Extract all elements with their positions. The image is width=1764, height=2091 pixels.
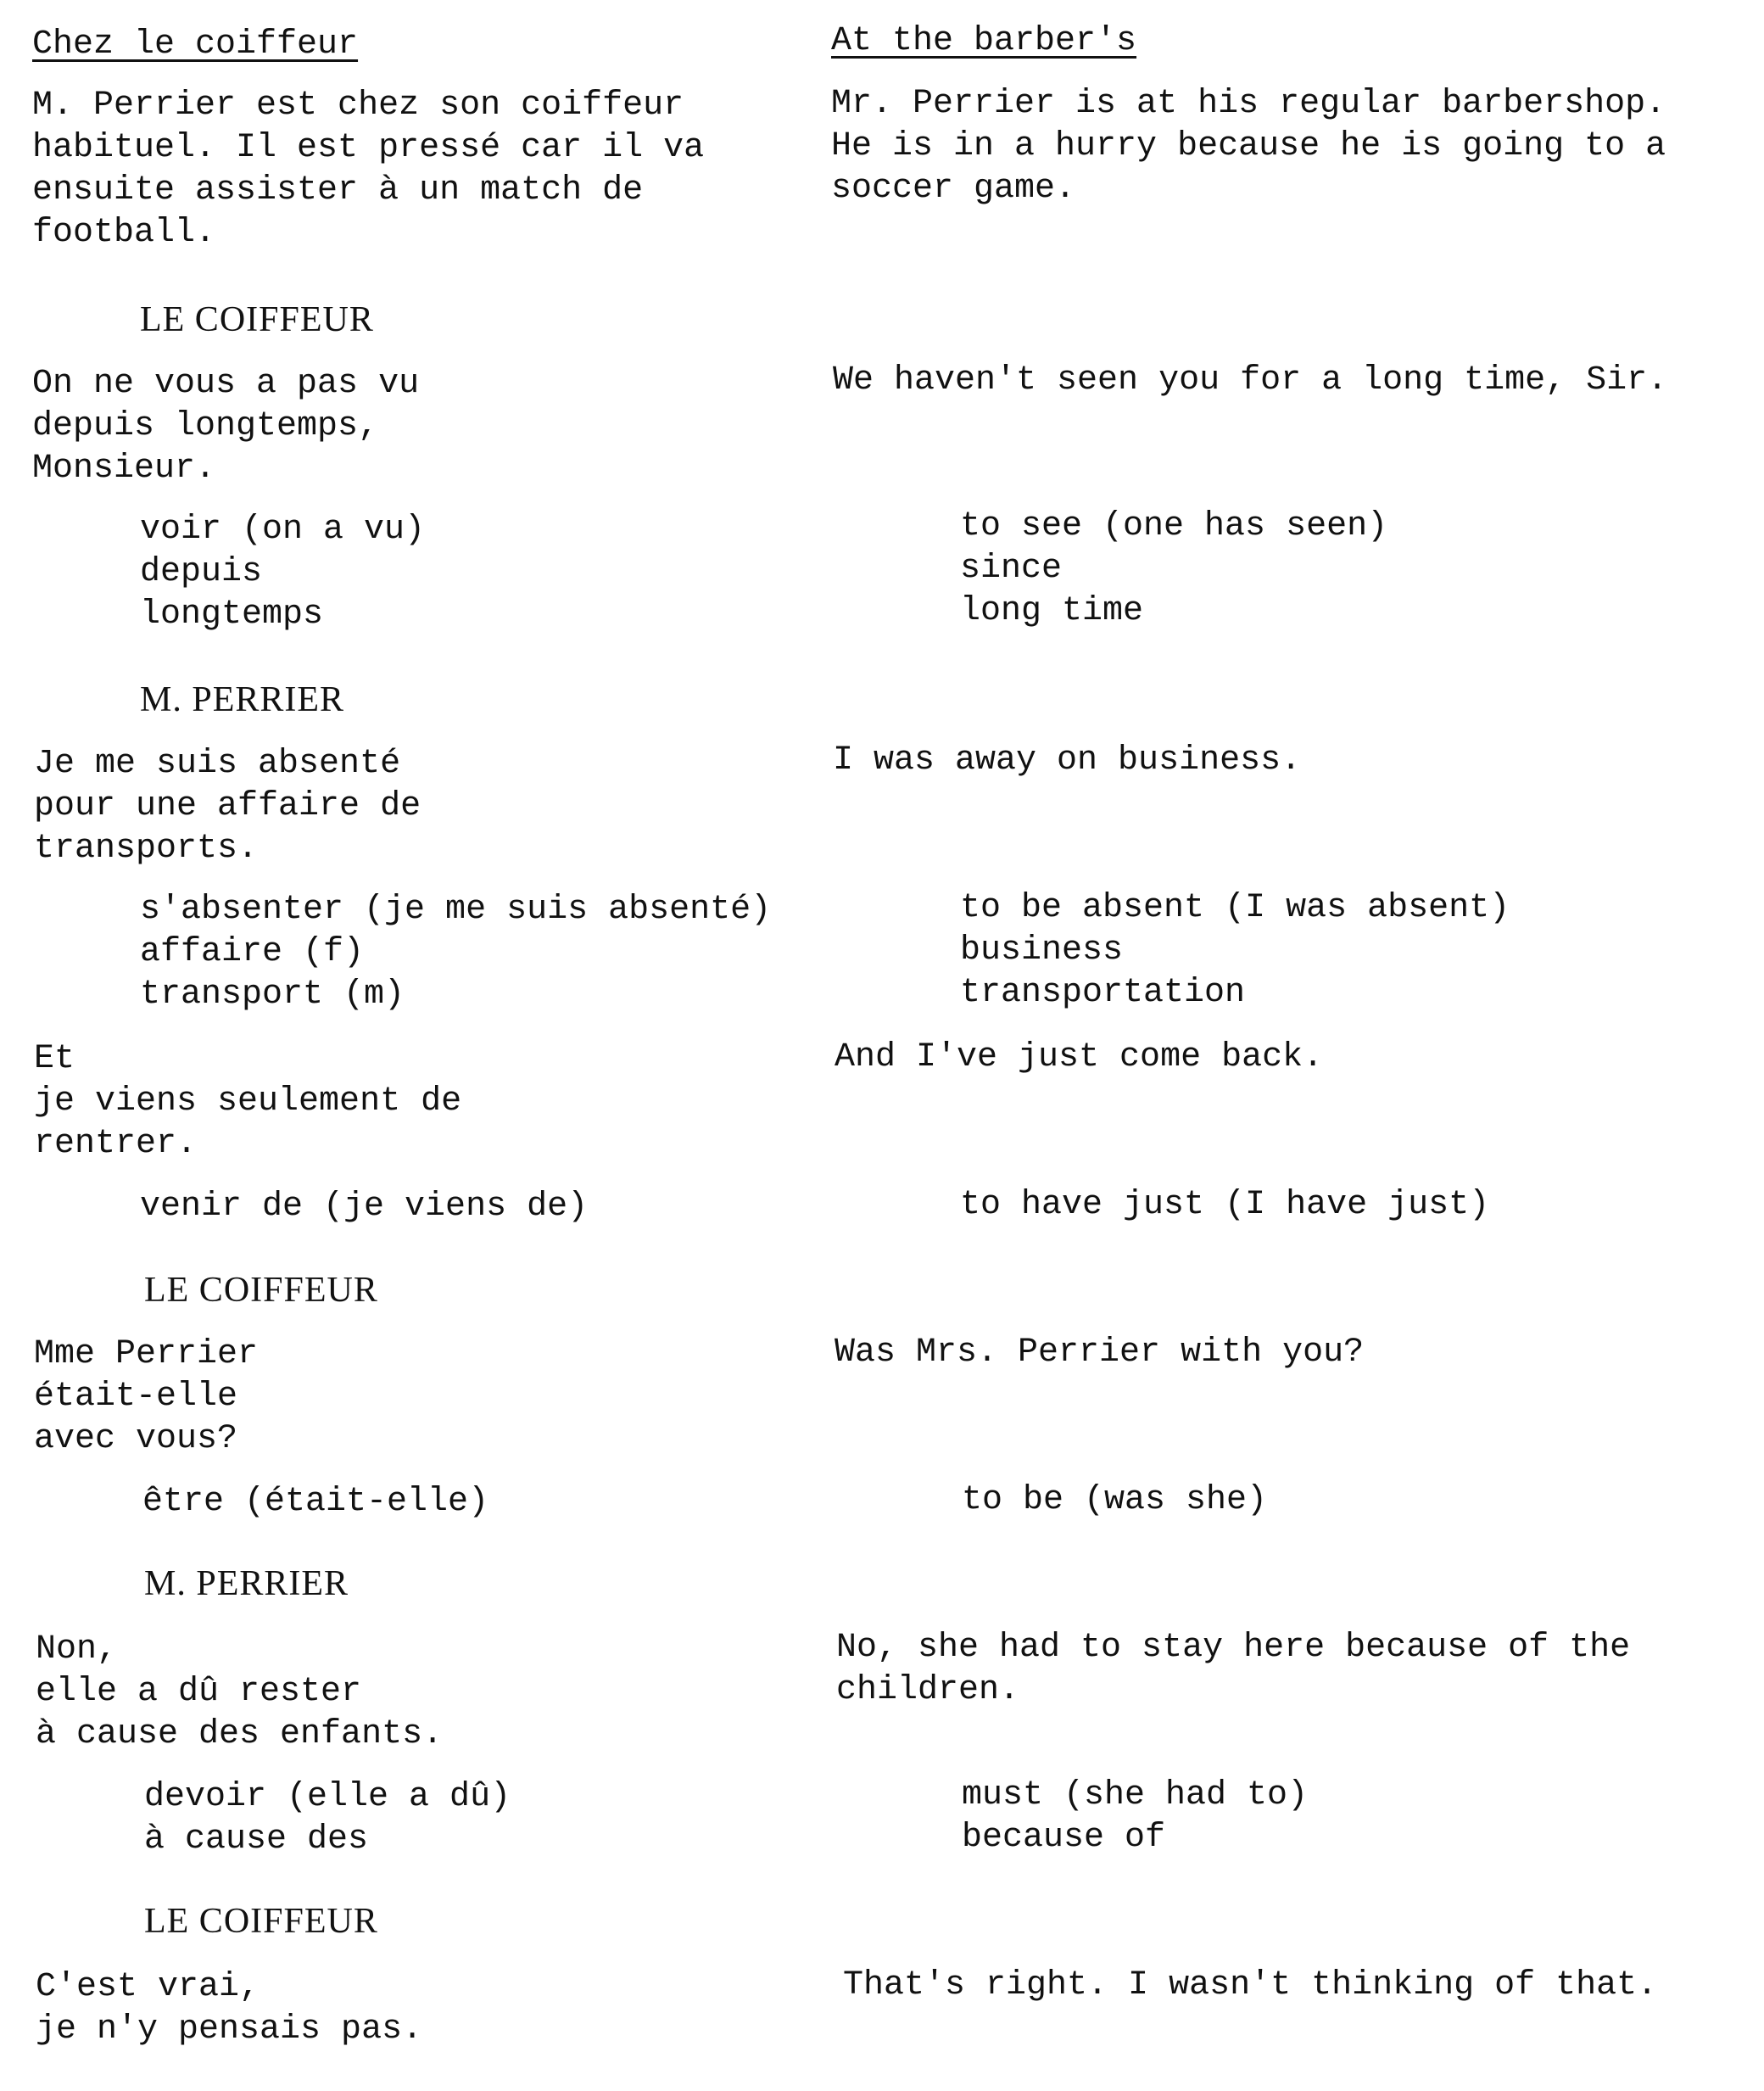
- vocab-item: to see (one has seen): [960, 507, 1388, 545]
- text-line: soccer game.: [831, 170, 1076, 208]
- vocab-item: because of: [962, 1819, 1166, 1857]
- text-line: avec vous?: [34, 1420, 238, 1458]
- vocab-item: s'absenter (je me suis absenté): [140, 891, 772, 929]
- text-line: pour une affaire de: [34, 787, 421, 825]
- french-vocab-list: [140, 1186, 588, 1228]
- english-vocab-list: [962, 1775, 1308, 1859]
- text-line: depuis longtemps,: [32, 407, 379, 445]
- vocab-item: voir (on a vu): [140, 511, 426, 549]
- vocab-item: longtemps: [140, 595, 324, 634]
- french-vocab-list: [142, 1481, 488, 1524]
- english-dialogue-line: Was Mrs. Perrier with you?: [835, 1333, 1365, 1372]
- vocab-item: transport (m): [140, 976, 405, 1014]
- french-dialogue-line: [34, 743, 421, 870]
- text-line: rentrer.: [34, 1125, 198, 1163]
- text-line: je viens seulement de: [34, 1082, 462, 1121]
- french-dialogue-line: [34, 1333, 258, 1461]
- text-line: je n'y pensais pas.: [36, 2010, 423, 2049]
- french-dialogue-line: [36, 1966, 422, 2051]
- english-dialogue-line: We haven't seen you for a long time, Sir.: [833, 361, 1668, 400]
- speaker-label: M. PERRIER: [144, 1564, 349, 1603]
- english-dialogue-line: And I've just come back.: [835, 1038, 1324, 1076]
- vocab-item: to be absent (I was absent): [960, 889, 1510, 927]
- french-dialogue-line: [36, 1629, 443, 1756]
- text-line: Monsieur.: [32, 450, 216, 488]
- english-intro: [831, 83, 1666, 210]
- french-vocab-list: [144, 1776, 511, 1861]
- text-line: Je me suis absenté: [34, 745, 401, 783]
- text-line: ensuite assister à un match de: [32, 171, 644, 210]
- english-vocab-list: [960, 887, 1510, 1015]
- vocab-item: since: [960, 550, 1063, 588]
- text-line: était-elle: [34, 1378, 238, 1416]
- french-dialogue-line: [34, 1038, 461, 1166]
- text-line: elle a dû rester: [36, 1673, 362, 1711]
- english-dialogue-line: I was away on business.: [833, 741, 1302, 780]
- vocab-item: long time: [960, 592, 1144, 630]
- text-line: Et: [34, 1040, 75, 1078]
- vocab-item: depuis: [140, 553, 263, 591]
- text-line: He is in a hurry because he is going to a: [831, 127, 1666, 165]
- vocab-item: business: [960, 931, 1124, 970]
- text-line: C'est vrai,: [36, 1968, 260, 2006]
- english-vocab-list: [960, 506, 1387, 633]
- text-line: Non,: [36, 1630, 118, 1669]
- vocab-item: venir de (je viens de): [140, 1188, 589, 1226]
- text-line: transports.: [34, 830, 259, 868]
- vocab-item: devoir (elle a dû): [144, 1778, 511, 1816]
- vocab-item: to have just (I have just): [960, 1186, 1490, 1224]
- text-line: children.: [836, 1671, 1020, 1709]
- speaker-label: M. PERRIER: [140, 680, 345, 719]
- french-vocab-list: [140, 889, 771, 1016]
- english-dialogue-line: That's right. I wasn't thinking of that.: [843, 1966, 1658, 2004]
- text-line: Mr. Perrier is at his regular barbershop.: [831, 85, 1666, 123]
- text-line: Mme Perrier: [34, 1335, 259, 1373]
- french-title: Chez le coiffeur: [32, 25, 359, 64]
- text-line: On ne vous a pas vu: [32, 365, 420, 403]
- french-intro: [32, 85, 704, 254]
- speaker-label: LE COIFFEUR: [144, 1271, 378, 1310]
- text-line: habituel. Il est pressé car il va: [32, 129, 705, 167]
- vocab-item: must (she had to): [962, 1776, 1309, 1814]
- vocab-item: to be (was she): [962, 1481, 1268, 1519]
- vocab-item: être (était-elle): [142, 1483, 489, 1521]
- speaker-label: LE COIFFEUR: [144, 1902, 378, 1941]
- text-line: football.: [32, 214, 216, 252]
- vocab-item: transportation: [960, 974, 1246, 1012]
- english-vocab-list: [960, 1184, 1489, 1227]
- vocab-item: à cause des: [144, 1820, 369, 1859]
- english-dialogue-line: [836, 1627, 1630, 1712]
- speaker-label: LE COIFFEUR: [140, 300, 374, 339]
- english-vocab-list: [962, 1479, 1267, 1522]
- english-title: At the barber's: [831, 22, 1137, 60]
- vocab-item: affaire (f): [140, 933, 365, 971]
- french-dialogue-line: [32, 363, 419, 490]
- text-line: à cause des enfants.: [36, 1715, 444, 1753]
- text-line: No, she had to stay here because of the: [836, 1629, 1631, 1667]
- text-line: M. Perrier est chez son coiffeur: [32, 87, 684, 125]
- french-vocab-list: [140, 509, 425, 636]
